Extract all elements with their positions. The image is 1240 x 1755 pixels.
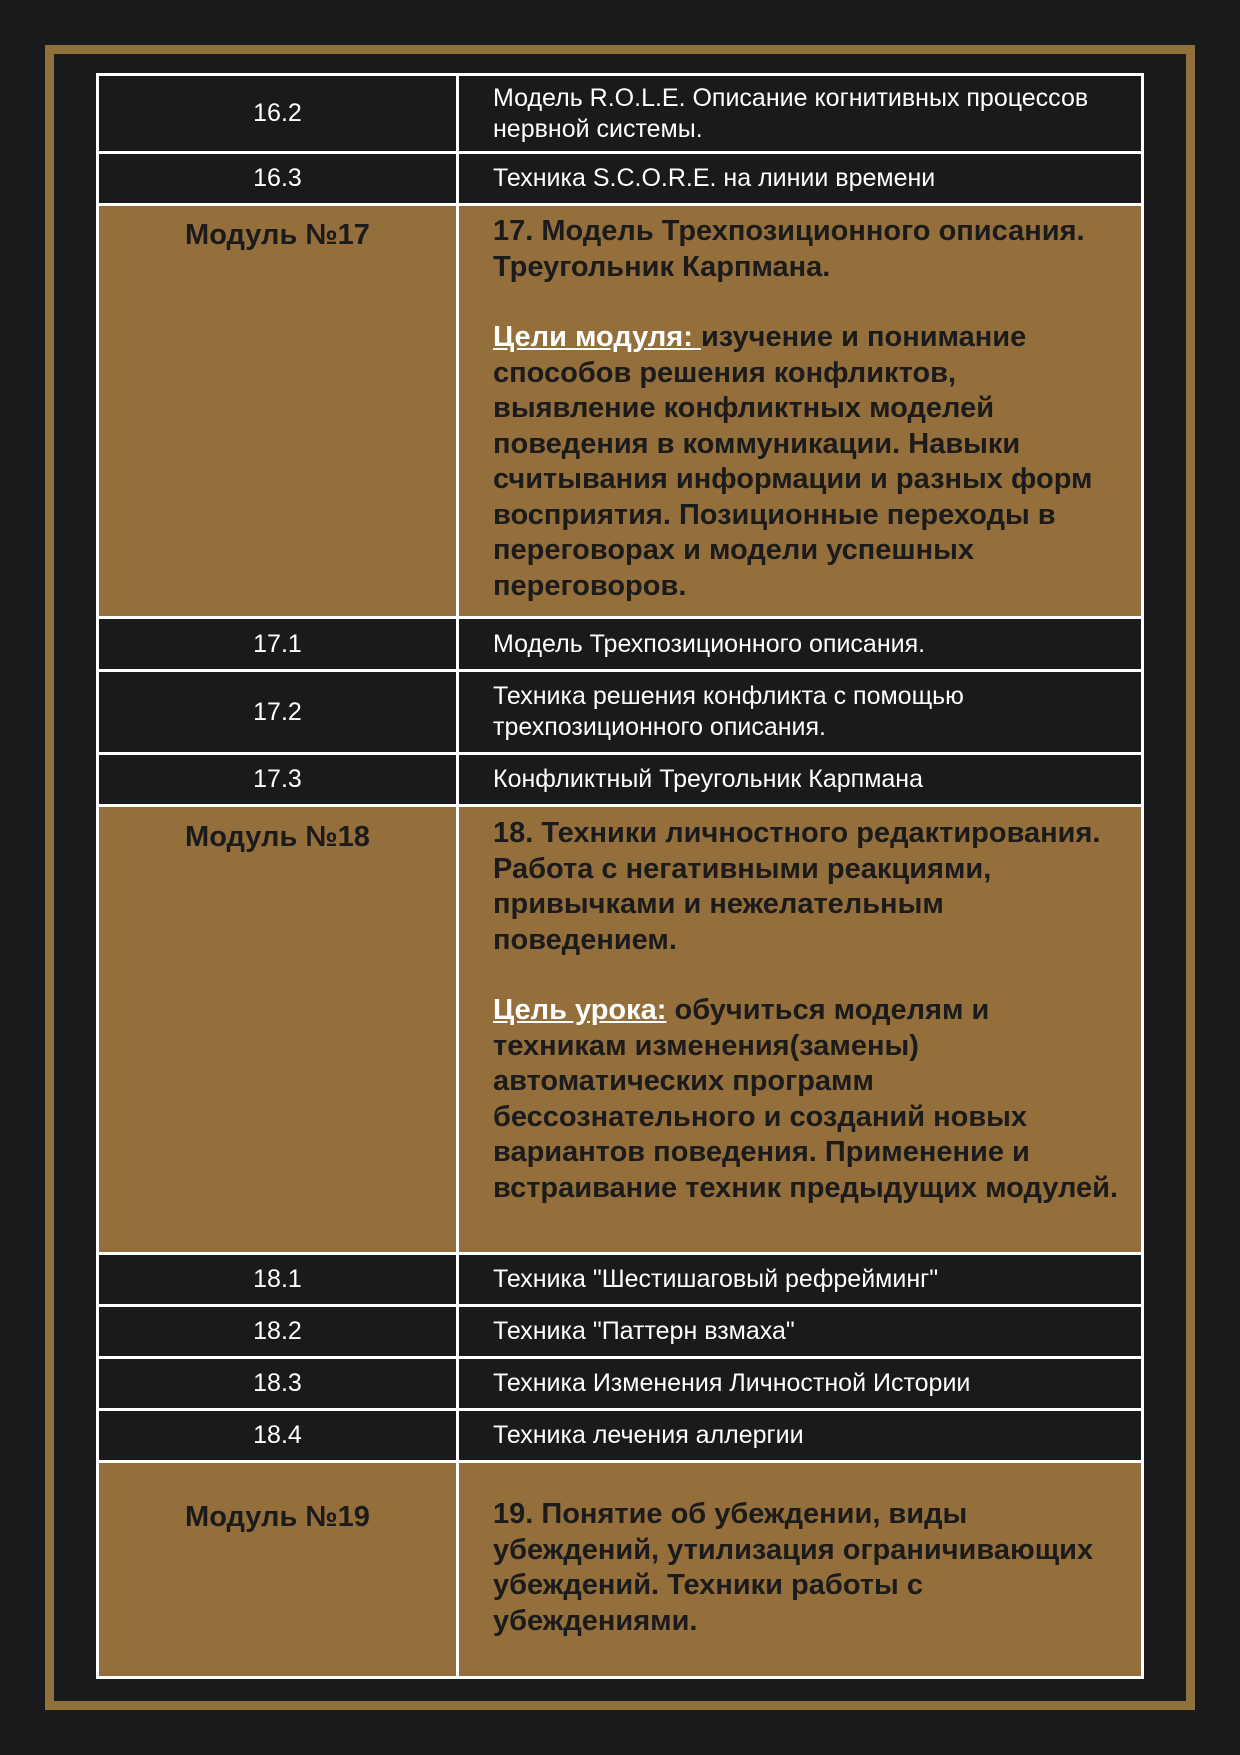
table-row	[98, 618, 1143, 671]
lesson-title: Техника "Шестишаговый рефрейминг"	[458, 1254, 1143, 1306]
lesson-number: 18.3	[98, 1358, 458, 1410]
table-row	[98, 671, 1143, 754]
module-title: 19. Понятие об убеждении, виды убеждений, утилизация ограничивающих убеждений. Техники работы с убеждениями.	[493, 1498, 1094, 1637]
lesson-number: 16.3	[98, 153, 458, 205]
lesson-title: Техника решения конфликта с помощью трехпозиционного описания.	[458, 671, 1143, 754]
lesson-title: Конфликтный Треугольник Карпмана	[458, 754, 1143, 806]
goal-label: Цели модуля:	[493, 321, 701, 353]
goal-label: Цель урока:	[493, 994, 667, 1026]
table-row	[98, 1254, 1143, 1306]
lesson-number: 18.2	[98, 1306, 458, 1358]
table-row	[98, 1358, 1143, 1410]
table-row	[98, 1410, 1143, 1462]
module-description	[458, 205, 1143, 618]
module-goal	[493, 320, 1121, 604]
module-row	[98, 205, 1143, 618]
goal-text: изучение и понимание способов решения конфликтов, выявление конфликтных моделей поведения в коммуникации. Навыки считывания информации и разных форм восприятия. Позиционные переходы в переговорах и модели успешных переговоров.	[493, 321, 1093, 602]
curriculum-table	[96, 73, 1144, 1679]
module-row	[98, 1462, 1143, 1678]
lesson-title: Техника Изменения Личностной Истории	[458, 1358, 1143, 1410]
table-row	[98, 1306, 1143, 1358]
goal-text: обучиться моделям и техникам изменения(замены) автоматических программ бессознательного и созданий новых вариантов поведения. Применение и встраивание техник предыдущих модулей.	[493, 994, 1119, 1204]
lesson-number: 18.1	[98, 1254, 458, 1306]
lesson-number: 17.3	[98, 754, 458, 806]
module-number: Модуль №18	[98, 806, 458, 1254]
module-description	[458, 806, 1143, 1254]
lesson-number: 16.2	[98, 75, 458, 153]
module-goal	[493, 993, 1121, 1206]
lesson-title: Техника S.C.O.R.E. на линии времени	[458, 153, 1143, 205]
lesson-title: Модель R.O.L.E. Описание когнитивных процессов нервной системы.	[458, 75, 1143, 153]
module-number: Модуль №19	[98, 1462, 458, 1678]
table-row	[98, 75, 1143, 153]
lesson-title: Модель Трехпозиционного описания.	[458, 618, 1143, 671]
module-description	[458, 1462, 1143, 1678]
module-row	[98, 806, 1143, 1254]
module-title: 18. Техники личностного редактирования. Работа с негативными реакциями, привычками и нежелательным поведением.	[493, 817, 1101, 956]
lesson-title: Техника "Паттерн взмаха"	[458, 1306, 1143, 1358]
module-number: Модуль №17	[98, 205, 458, 618]
lesson-number: 17.1	[98, 618, 458, 671]
lesson-title: Техника лечения аллергии	[458, 1410, 1143, 1462]
lesson-number: 18.4	[98, 1410, 458, 1462]
table-row	[98, 754, 1143, 806]
lesson-number: 17.2	[98, 671, 458, 754]
module-title: 17. Модель Трехпозиционного описания. Треугольник Карпмана.	[493, 215, 1085, 283]
table-row	[98, 153, 1143, 205]
